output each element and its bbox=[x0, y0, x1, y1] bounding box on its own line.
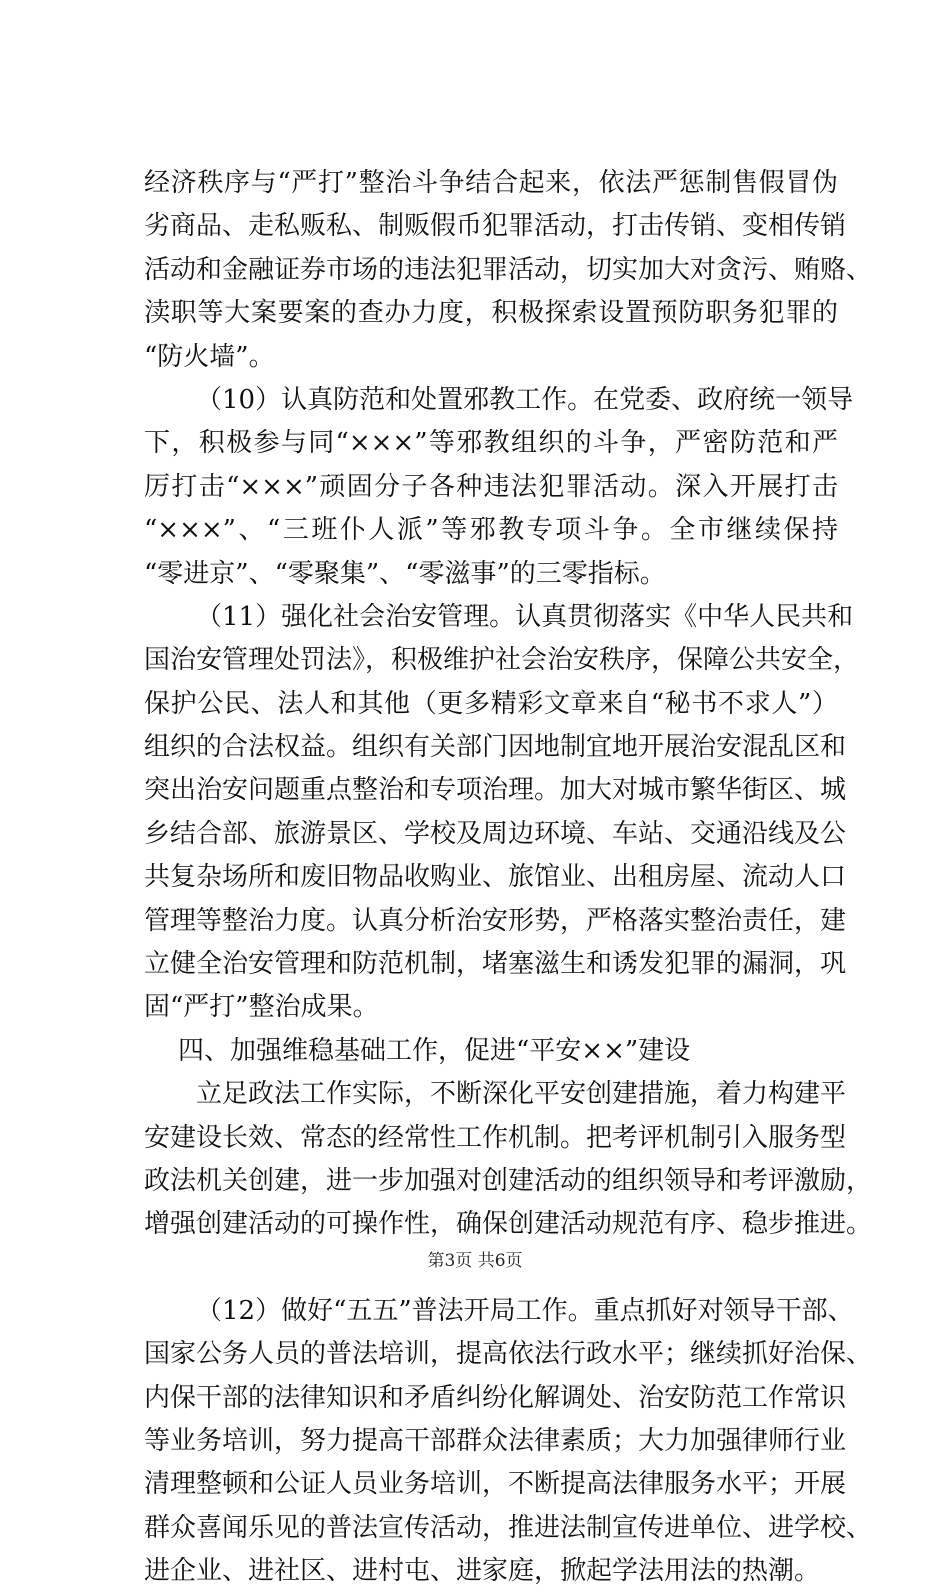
text-line: 立健全治安管理和防范机制，堵塞滋生和诱发犯罪的漏洞，巩 bbox=[144, 949, 847, 980]
section-heading-text: 四、加强维稳基础工作，促进“平安××”建设 bbox=[178, 1035, 691, 1066]
paragraph bbox=[144, 162, 873, 379]
text-line: 等业务培训，努力提高干部群众法律素质；大力加强律师行业 bbox=[144, 1425, 847, 1456]
text-line: 渎职等大案要案的查办力度，积极探索设置预防职务犯罪的 bbox=[144, 298, 838, 329]
text-line: （12）做好“五五”普法开局工作。重点抓好对领导干部、 bbox=[196, 1295, 854, 1326]
text-line: 内保干部的法律知识和矛盾纠纷化解调处、治安防范工作常识 bbox=[144, 1382, 847, 1413]
text-line: 活动和金融证券市场的违法犯罪活动，切实加大对贪污、贿赂、 bbox=[144, 254, 873, 285]
text-line: 突出治安问题重点整治和专项治理。加大对城市繁华街区、城 bbox=[144, 775, 847, 806]
text-line: 清理整顿和公证人员业务培训，不断提高法律服务水平；开展 bbox=[144, 1469, 847, 1500]
text-line: 国家公务人员的普法培训，提高依法行政水平；继续抓好治保、 bbox=[144, 1339, 873, 1370]
text-line: 管理等整治力度。认真分析治安形势，严格落实整治责任，建 bbox=[144, 905, 847, 936]
text-line: 固“严打”整治成果。 bbox=[144, 992, 379, 1023]
text-line: 安建设长效、常态的经常性工作机制。把考评机制引入服务型 bbox=[144, 1122, 847, 1153]
text-line: 乡结合部、旅游景区、学校及周边环境、车站、交通沿线及公 bbox=[144, 818, 847, 849]
text-line: “零进京”、“零聚集”、“零滋事”的三零指标。 bbox=[144, 558, 666, 589]
text-line: 下，积极参与同“×××”等邪教组织的斗争，严密防范和严 bbox=[144, 428, 838, 459]
text-line: 增强创建活动的可操作性，确保创建活动规范有序、稳步推进。 bbox=[144, 1209, 873, 1240]
text-line: “防火墙”。 bbox=[144, 341, 275, 372]
text-line: 立足政法工作实际，不断深化平安创建措施，着力构建平 bbox=[196, 1079, 847, 1110]
text-line: 组织的合法权益。组织有关部门因地制宜地开展治安混乱区和 bbox=[144, 732, 847, 763]
text-line: 共复杂场所和废旧物品收购业、旅馆业、出租房屋、流动人口 bbox=[144, 862, 847, 893]
page-footer bbox=[0, 1246, 950, 1271]
paragraph bbox=[144, 379, 854, 596]
section-heading bbox=[144, 1030, 838, 1073]
paragraph bbox=[144, 1073, 873, 1247]
text-line: 进企业、进社区、进村屯、进家庭，掀起学法用法的热潮。 bbox=[144, 1556, 821, 1587]
text-line: 政法机关创建，进一步加强对创建活动的组织领导和考评激励， bbox=[144, 1165, 873, 1196]
text-line: 劣商品、走私贩私、制贩假币犯罪活动，打击传销、变相传销 bbox=[144, 211, 847, 242]
text-line: （10）认真防范和处置邪教工作。在党委、政府统一领导 bbox=[196, 384, 854, 415]
text-line: 厉打击“×××”顽固分子各种违法犯罪活动。深入开展打击 bbox=[144, 471, 838, 502]
page-number: 第3页 共6页 bbox=[427, 1251, 523, 1271]
document-body bbox=[144, 162, 873, 1594]
paragraph bbox=[144, 596, 860, 1030]
text-line: 经济秩序与“严打”整治斗争结合起来，依法严惩制售假冒伪 bbox=[144, 168, 838, 198]
paragraph bbox=[144, 1290, 873, 1594]
text-line: “×××”、“三班仆人派”等邪教专项斗争。全市继续保持 bbox=[144, 515, 838, 546]
text-line: 国治安管理处罚法》，积极维护社会治安秩序，保障公共安全， bbox=[144, 645, 860, 676]
text-line: （11）强化社会治安管理。认真贯彻落实《中华人民共和 bbox=[196, 601, 854, 632]
text-line: 群众喜闻乐见的普法宣传活动，推进法制宣传进单位、进学校、 bbox=[144, 1512, 873, 1543]
text-line: 保护公民、法人和其他（更多精彩文章来自“秘书不求人”） bbox=[144, 688, 838, 719]
